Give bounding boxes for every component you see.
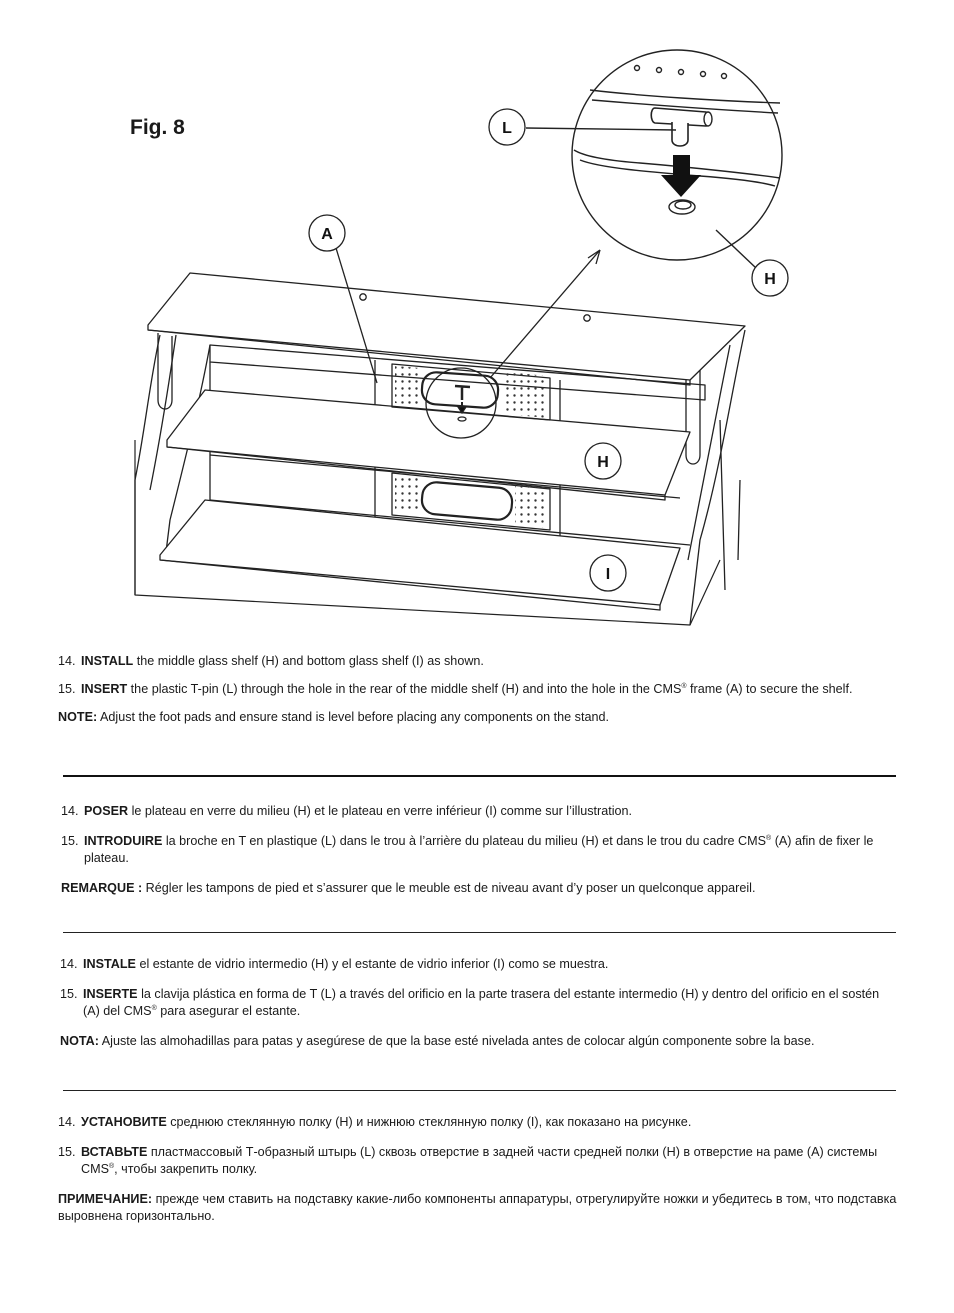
figure-title: Fig. 8 xyxy=(130,116,185,139)
step-14: 14. INSTALL the middle glass shelf (H) and bottom glass shelf (I) as shown. xyxy=(58,654,484,668)
callout-I: I xyxy=(605,566,611,583)
step-14: 14. INSTALE el estante de vidrio intermedio (H) y el estante de vidrio inferior (I) como se muestra. xyxy=(60,957,609,971)
divider xyxy=(63,1090,896,1091)
note: REMARQUE : Régler les tampons de pied et s’assurer que le meuble est de niveau avant d’y poser un quelconque appareil. xyxy=(61,881,756,895)
spanish-instructions xyxy=(60,956,898,1050)
step-15: 15. INTRODUIRE la broche en T en plastique (L) dans le trou à l’arrière du plateau du milieu (H) et dans le trou du cadre CMS® (A) afin de fixer le plateau. xyxy=(61,834,874,865)
step-15: 15. INSERTE la clavija plástica en forma de T (L) a través del orificio en la parte trasera del estante intermedio (H) y dentro del orificio en el sostén (A) del CMS® para asegurar el estante. xyxy=(60,987,880,1018)
divider xyxy=(63,932,896,933)
assembly-figure xyxy=(0,0,954,640)
callout-H-detail: H xyxy=(764,271,776,288)
tv-stand-illustration xyxy=(0,0,954,640)
russian-instructions xyxy=(58,1114,898,1225)
note: NOTA: Ajuste las almohadillas para patas y asegúrese de que la base esté nivelada antes de colocar algún componente sobre la base. xyxy=(60,1034,815,1048)
divider xyxy=(63,775,896,777)
note: ПРИМЕЧАНИЕ: прежде чем ставить на подставку какие-либо компоненты аппаратуры, отрегулируйте ножки и убедитесь в том, что подставка выровнена горизонтально. xyxy=(58,1192,897,1223)
english-instructions xyxy=(58,653,898,726)
note: NOTE: Adjust the foot pads and ensure stand is level before placing any components on the stand. xyxy=(58,710,609,724)
step-14: 14. POSER le plateau en verre du milieu (H) et le plateau en verre inférieur (I) comme sur l’illustration. xyxy=(61,804,633,818)
step-14: 14. УСТАНОВИТЕ среднюю стеклянную полку (H) и нижнюю стеклянную полку (I), как показано на рисунке. xyxy=(58,1115,692,1129)
step-15: 15. ВСТАВЬТЕ пластмассовый Т-образный штырь (L) сквозь отверстие в задней части средней полки (H) в отверстие на раме (A) системы CMS®, чтобы закрепить полку. xyxy=(58,1145,878,1176)
french-instructions xyxy=(61,803,898,897)
step-15: 15. INSERT the plastic T-pin (L) through the hole in the rear of the middle shelf (H) and into the hole in the CMS® frame (A) to secure the shelf. xyxy=(58,682,853,696)
callout-L: L xyxy=(502,120,512,137)
callout-A: A xyxy=(321,226,333,243)
callout-H-shelf: H xyxy=(597,454,609,471)
